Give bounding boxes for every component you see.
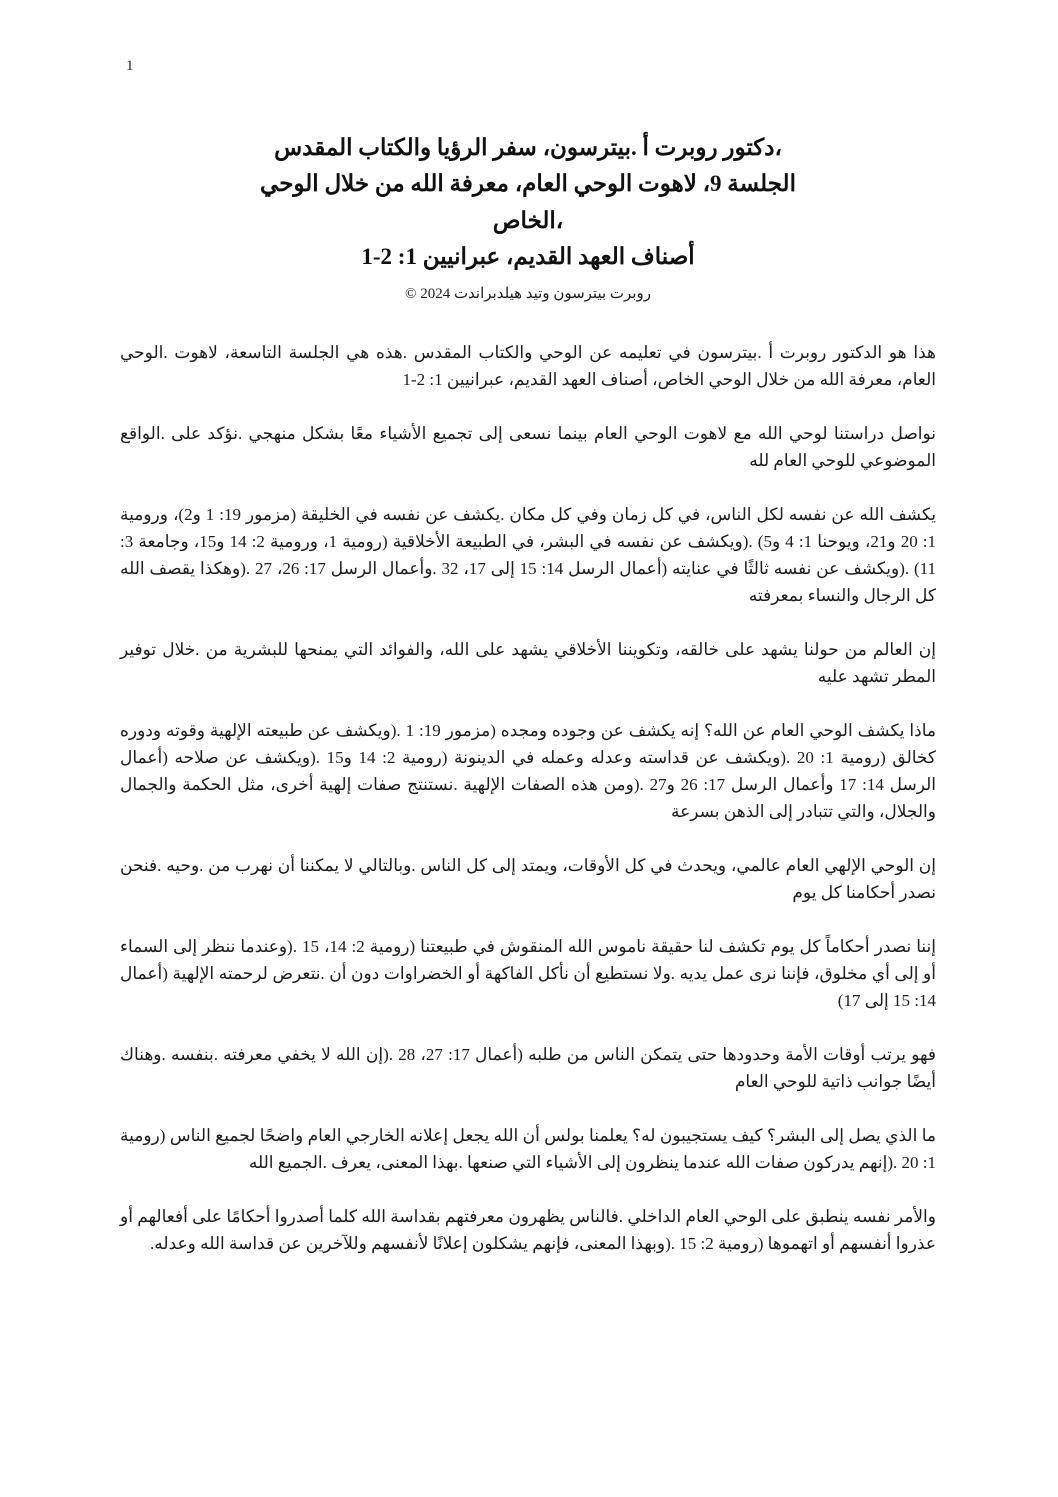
paragraph: والأمر نفسه ينطبق على الوحي العام الداخلي .فالناس يظهرون معرفتهم بقداسة الله كلما أصدروا أحكامًا على أفعالهم أو عذروا أنفسهم أو اتهموها (رومية 2: 15 .(وبهذا المعنى، فإنهم يشكلون إعلانًا لأنفسهم وللآخرين عن قداسة الله وعدله. xyxy=(120,1207,936,1254)
title-line-3: ،الخاص xyxy=(492,207,564,233)
paragraph: إن الوحي الإلهي العام عالمي، ويحدث في كل الأوقات، ويمتد إلى كل الناس .وبالتالي لا يمكننا أن نهرب من .وحيه .فنحن نصدر أحكامنا كل يوم xyxy=(120,856,936,903)
title-line-2: الجلسة 9، لاهوت الوحي العام، معرفة الله من خلال الوحي xyxy=(260,171,796,197)
paragraph: ماذا يكشف الوحي العام عن الله؟ إنه يكشف عن وجوده ومجده (مزمور 19: 1 .(ويكشف عن طبيعته الإلهية وقوته ودوره كخالق (رومية 1: 20 .(ويكشف عن قداسته وعدله وعمله في الدينونة (رومية 2: 14 و15 .(ويكشف عن صلاحه (أعمال الرسل 14: 17 وأعمال الرسل 17: 26 و27 .(ومن هذه الصفات الإلهية .نستنتج صفات إلهية أخرى، مثل الحكمة والجمال والجلال، والتي تتبادر إلى الذهن بسرعة xyxy=(120,721,936,822)
document-body xyxy=(120,339,936,1257)
title-line-1: ،دكتور روبرت أ .بيترسون، سفر الرؤيا والكتاب المقدس xyxy=(274,135,782,160)
title-line-4: أصناف العهد القديم، عبرانيين 1: 2-1 xyxy=(361,243,695,269)
paragraph: ما الذي يصل إلى البشر؟ كيف يستجيبون له؟ يعلمنا بولس أن الله يجعل إعلانه الخارجي العام واضحًا لجميع الناس (رومية 1: 20 .(إنهم يدركون صفات الله عندما ينظرون إلى الأشياء التي صنعها .بهذا المعنى، يعرف .الجميع الله xyxy=(120,1126,936,1173)
paragraph: فهو يرتب أوقات الأمة وحدودها حتى يتمكن الناس من طلبه (أعمال 17: 27، 28 .(إن الله لا يخفي معرفته .بنفسه .وهناك أيضًا جوانب ذاتية للوحي العام xyxy=(120,1045,936,1092)
copyright-line: روبرت بيترسون وتيد هيلدبراندت 2024 © xyxy=(405,286,651,303)
paragraph: يكشف الله عن نفسه لكل الناس، في كل زمان وفي كل مكان .يكشف عن نفسه في الخليقة (مزمور 19: 1 و2)، ورومية 1: 20 و21، ويوحنا 1: 4 و5) .(ويكشف عن نفسه في البشر، في الطبيعة الأخلاقية (رومية 1، ورومية 2: 14 و15، وجامعة 3: 11) .(ويكشف عن نفسه ثالثًا في عنايته (أعمال الرسل 14: 15 إلى 17، 32 .وأعمال الرسل 17: 26، 27 .(وهكذا يقصف الله كل الرجال والنساء بمعرفته xyxy=(120,505,937,606)
paragraph: إن العالم من حولنا يشهد على خالقه، وتكويننا الأخلاقي يشهد على الله، والفوائد التي يمنحها للبشرية من .خلال توفير المطر تشهد عليه xyxy=(120,640,936,687)
document-content xyxy=(120,130,936,1284)
document-title xyxy=(120,130,936,275)
paragraph: نواصل دراستنا لوحي الله مع لاهوت الوحي العام بينما نسعى إلى تجميع الأشياء معًا بشكل منهجي .نؤكد على .الواقع الموضوعي للوحي العام لله xyxy=(120,424,936,471)
paragraph: إننا نصدر أحكاماً كل يوم تكشف لنا حقيقة ناموس الله المنقوش في طبيعتنا (رومية 2: 14، 15 .(وعندما ننظر إلى السماء أو إلى أي مخلوق، فإننا نرى عمل يديه .ولا نستطيع أن نأكل الفاكهة أو الخضراوات دون أن .نتعرض لرحمته الإلهية (أعمال 14: 15 إلى 17) xyxy=(120,937,936,1011)
paragraph: هذا هو الدكتور روبرت أ .بيترسون في تعليمه عن الوحي والكتاب المقدس .هذه هي الجلسة التاسعة، لاهوت .الوحي العام، معرفة الله من خلال الوحي الخاص، أصناف العهد القديم، عبرانيين 1: 2-1 xyxy=(120,343,936,390)
page-number: 1 xyxy=(126,58,134,74)
